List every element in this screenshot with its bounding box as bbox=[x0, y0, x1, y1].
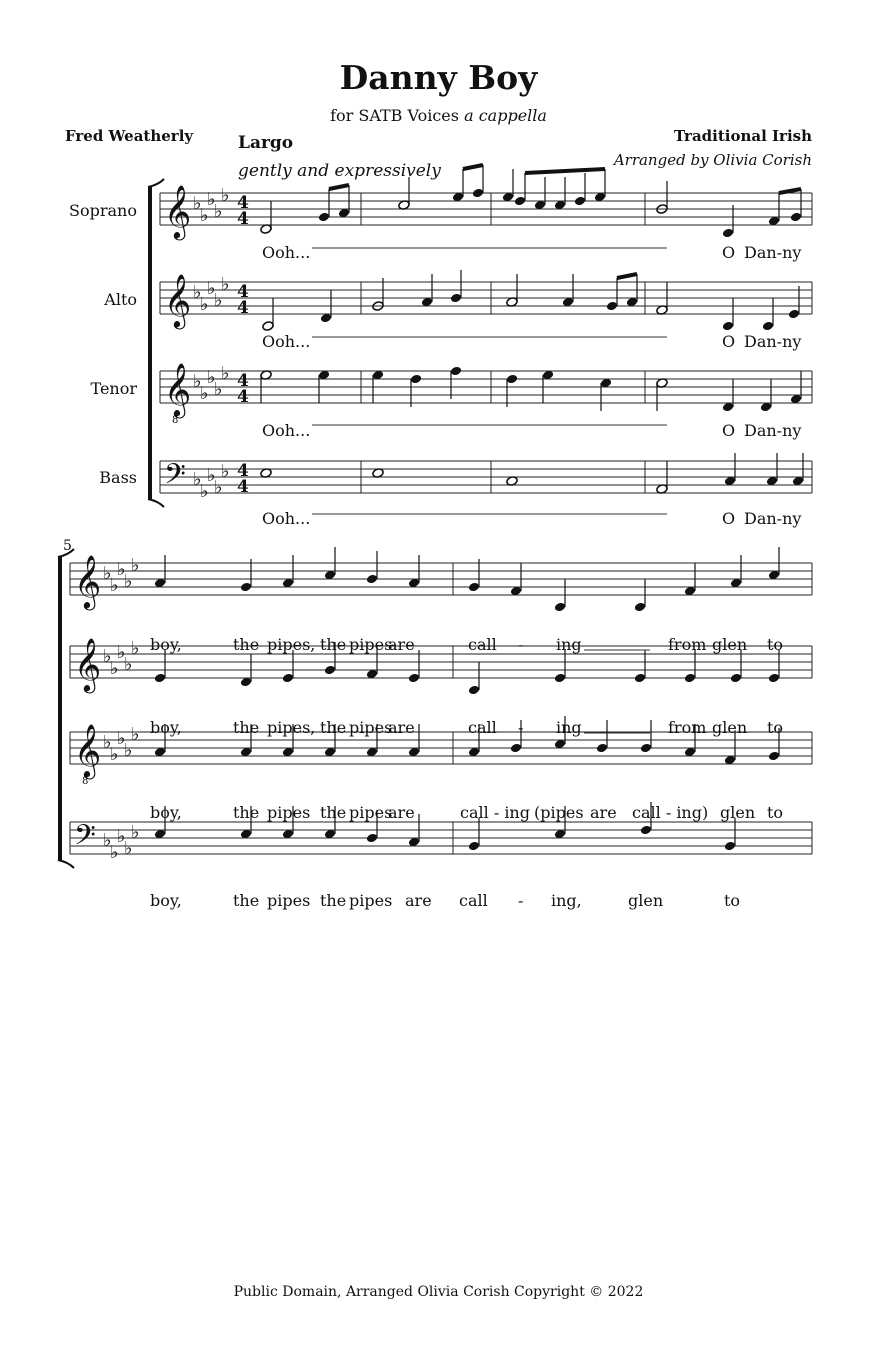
lyric-soprano: from bbox=[668, 635, 707, 654]
lyric-tenor: are bbox=[388, 803, 415, 822]
s1-bracket bbox=[148, 187, 152, 499]
flat-icon: ♭ bbox=[214, 290, 223, 311]
s2-bracket-bottom bbox=[58, 860, 74, 868]
flat-icon: ♭ bbox=[117, 728, 126, 749]
beam bbox=[463, 165, 483, 169]
flat-icon: ♭ bbox=[207, 278, 216, 299]
quarter-note bbox=[408, 673, 420, 684]
flat-icon: ♭ bbox=[103, 732, 112, 753]
quarter-note bbox=[606, 301, 618, 312]
lyric-soprano: are bbox=[388, 635, 415, 654]
lyric-soprano: ing bbox=[556, 635, 582, 654]
quarter-note bbox=[768, 751, 780, 762]
octave-eight-marker: 8 bbox=[172, 415, 179, 426]
flat-icon: ♭ bbox=[131, 822, 140, 843]
time-signature-top: 4 bbox=[237, 282, 249, 302]
flat-icon: ♭ bbox=[110, 658, 119, 679]
time-signature-top: 4 bbox=[237, 461, 249, 481]
arranger: Arranged by Olivia Corish bbox=[613, 151, 812, 169]
lyric-soprano: the bbox=[233, 635, 260, 654]
lyric-soprano: Dan-ny bbox=[744, 243, 802, 262]
flat-icon: ♭ bbox=[193, 371, 202, 392]
flat-icon: ♭ bbox=[131, 555, 140, 576]
lyric-bass: boy, bbox=[150, 891, 182, 910]
lyric-bass: are bbox=[405, 891, 432, 910]
flat-icon: ♭ bbox=[221, 185, 230, 206]
flat-icon: ♭ bbox=[124, 654, 133, 675]
expression-marking: gently and expressively bbox=[238, 161, 441, 181]
quarter-note bbox=[410, 374, 422, 385]
flat-icon: ♭ bbox=[103, 830, 112, 851]
lyric-alto: the bbox=[320, 718, 347, 737]
quarter-note bbox=[722, 228, 734, 239]
beam bbox=[779, 189, 801, 193]
lyric-soprano: O bbox=[722, 243, 736, 262]
flat-icon: ♭ bbox=[200, 481, 209, 502]
part-name-bass: Bass bbox=[99, 468, 137, 487]
flat-icon: ♭ bbox=[117, 826, 126, 847]
lyric-alto: glen bbox=[712, 718, 748, 737]
quarter-note bbox=[634, 673, 646, 684]
flat-icon: ♭ bbox=[200, 383, 209, 404]
time-signature-top: 4 bbox=[237, 371, 249, 391]
quarter-note bbox=[468, 582, 480, 593]
lyric-tenor: Ooh... bbox=[262, 421, 311, 440]
s1-bracket-top bbox=[148, 179, 164, 187]
flat-icon: ♭ bbox=[214, 477, 223, 498]
lyric-bass: Dan-ny bbox=[744, 509, 802, 528]
bass-clef-icon: 𝄢 bbox=[164, 458, 186, 498]
time-signature-top: 4 bbox=[237, 193, 249, 213]
measure-number: 5 bbox=[63, 538, 72, 554]
quarter-note bbox=[790, 212, 802, 223]
quarter-note bbox=[154, 673, 166, 684]
quarter-note bbox=[788, 309, 800, 320]
lyric-bass: to bbox=[724, 891, 741, 910]
flat-icon: ♭ bbox=[221, 461, 230, 482]
flat-icon: ♭ bbox=[110, 575, 119, 596]
lyric-tenor: call - ing) bbox=[632, 803, 709, 822]
quarter-note bbox=[574, 196, 586, 207]
lyric-alto: from bbox=[668, 718, 707, 737]
quarter-note bbox=[722, 321, 734, 332]
beam bbox=[525, 169, 605, 173]
lyric-bass: - bbox=[518, 891, 524, 910]
time-signature-bottom: 4 bbox=[237, 477, 249, 497]
lyric-tenor: Dan-ny bbox=[744, 421, 802, 440]
beam bbox=[329, 185, 349, 189]
s2-bracket-top bbox=[58, 549, 74, 557]
quarter-note bbox=[468, 841, 480, 852]
lyric-tenor: pipes bbox=[267, 803, 311, 822]
flat-icon: ♭ bbox=[221, 274, 230, 295]
lyric-tenor: (pipes bbox=[534, 803, 584, 822]
quarter-note bbox=[724, 841, 736, 852]
lyric-alto: to bbox=[767, 718, 784, 737]
half-note bbox=[262, 321, 274, 332]
flat-icon: ♭ bbox=[103, 563, 112, 584]
flat-icon: ♭ bbox=[117, 559, 126, 580]
subtitle-plain: for SATB Voices bbox=[330, 106, 465, 125]
flat-icon: ♭ bbox=[214, 201, 223, 222]
quarter-note bbox=[450, 366, 462, 377]
flat-icon: ♭ bbox=[131, 724, 140, 745]
octave-eight-marker: 8 bbox=[82, 776, 89, 787]
quarter-note bbox=[324, 665, 336, 676]
lyric-soprano: pipes bbox=[349, 635, 393, 654]
lyric-tenor: pipes bbox=[349, 803, 393, 822]
quarter-note bbox=[450, 293, 462, 304]
flat-icon: ♭ bbox=[207, 465, 216, 486]
lyric-bass: O bbox=[722, 509, 736, 528]
lyric-alto: are bbox=[388, 718, 415, 737]
quarter-note bbox=[762, 321, 774, 332]
flat-icon: ♭ bbox=[207, 189, 216, 210]
quarter-note bbox=[596, 743, 608, 754]
quarter-note bbox=[554, 673, 566, 684]
quarter-note bbox=[318, 212, 330, 223]
subtitle-italic: a cappella bbox=[464, 106, 547, 125]
quarter-note bbox=[684, 673, 696, 684]
quarter-note bbox=[506, 374, 518, 385]
quarter-note bbox=[634, 602, 646, 613]
flat-icon: ♭ bbox=[110, 744, 119, 765]
part-name-alto: Alto bbox=[104, 290, 137, 309]
flat-icon: ♭ bbox=[131, 638, 140, 659]
lyric-soprano: pipes, bbox=[267, 635, 316, 654]
lyric-alto: Ooh... bbox=[262, 332, 311, 351]
lyric-alto: call bbox=[468, 718, 497, 737]
flat-icon: ♭ bbox=[221, 363, 230, 384]
quarter-note bbox=[640, 825, 652, 836]
lyric-alto: Dan-ny bbox=[744, 332, 802, 351]
flat-icon: ♭ bbox=[214, 379, 223, 400]
tempo-marking: Largo bbox=[238, 133, 294, 153]
part-name-tenor: Tenor bbox=[90, 379, 137, 398]
lyric-bass: the bbox=[233, 891, 260, 910]
lyric-bass: Ooh... bbox=[262, 509, 311, 528]
s1-bracket-bottom bbox=[148, 499, 164, 507]
flat-icon: ♭ bbox=[103, 646, 112, 667]
lyric-alto: the bbox=[233, 718, 260, 737]
lyric-soprano: glen bbox=[712, 635, 748, 654]
quarter-note bbox=[640, 743, 652, 754]
flat-icon: ♭ bbox=[110, 842, 119, 863]
lyric-alto: pipes, bbox=[267, 718, 316, 737]
lyric-tenor: are bbox=[590, 803, 617, 822]
s2-bracket bbox=[58, 557, 62, 860]
lyric-soprano: Ooh... bbox=[262, 243, 311, 262]
lyric-alto: - bbox=[518, 718, 524, 737]
beam bbox=[617, 274, 637, 278]
lyric-tenor: call - ing bbox=[460, 803, 530, 822]
quarter-note bbox=[514, 196, 526, 207]
quarter-note bbox=[510, 743, 522, 754]
lyric-bass: ing, bbox=[551, 891, 582, 910]
lyric-bass: glen bbox=[628, 891, 664, 910]
time-signature-bottom: 4 bbox=[237, 298, 249, 318]
quarter-note bbox=[768, 673, 780, 684]
treble-clef-icon: 𝄞 bbox=[74, 723, 102, 777]
lyric-bass: the bbox=[320, 891, 347, 910]
quarter-note bbox=[366, 833, 378, 844]
flat-icon: ♭ bbox=[193, 469, 202, 490]
lyric-alto: boy, bbox=[150, 718, 182, 737]
lyric-alto: O bbox=[722, 332, 736, 351]
flat-icon: ♭ bbox=[200, 294, 209, 315]
time-signature-bottom: 4 bbox=[237, 209, 249, 229]
lyric-alto: ing bbox=[556, 718, 582, 737]
lyric-bass: call bbox=[459, 891, 488, 910]
lyric-tenor: the bbox=[233, 803, 260, 822]
part-name-soprano: Soprano bbox=[69, 201, 137, 220]
lyric-soprano: - bbox=[518, 635, 524, 654]
copyright-footer: Public Domain, Arranged Olivia Corish Copyright © 2022 bbox=[233, 1284, 644, 1300]
lyric-soprano: the bbox=[320, 635, 347, 654]
quarter-note bbox=[730, 673, 742, 684]
flat-icon: ♭ bbox=[124, 838, 133, 859]
lyric-bass: pipes bbox=[349, 891, 393, 910]
lyric-soprano: call bbox=[468, 635, 497, 654]
bass-clef-icon: 𝄢 bbox=[74, 819, 96, 859]
quarter-note bbox=[554, 602, 566, 613]
lyric-tenor: boy, bbox=[150, 803, 182, 822]
quarter-note bbox=[468, 685, 480, 696]
lyric-bass: pipes bbox=[267, 891, 311, 910]
flat-icon: ♭ bbox=[124, 740, 133, 761]
flat-icon: ♭ bbox=[193, 193, 202, 214]
flat-icon: ♭ bbox=[193, 282, 202, 303]
flat-icon: ♭ bbox=[124, 571, 133, 592]
composer: Traditional Irish bbox=[673, 127, 812, 145]
treble-clef-icon: 𝄞 bbox=[74, 554, 102, 608]
treble-clef-icon: 𝄞 bbox=[164, 273, 192, 327]
lyric-tenor: to bbox=[767, 803, 784, 822]
lyric-tenor: the bbox=[320, 803, 347, 822]
lyric-soprano: to bbox=[767, 635, 784, 654]
treble-clef-icon: 𝄞 bbox=[164, 184, 192, 238]
quarter-note bbox=[366, 574, 378, 585]
score-title: Danny Boy bbox=[339, 58, 538, 97]
flat-icon: ♭ bbox=[200, 205, 209, 226]
lyric-soprano: boy, bbox=[150, 635, 182, 654]
lyricist: Fred Weatherly bbox=[65, 127, 194, 145]
treble-clef-icon: 𝄞 bbox=[74, 637, 102, 691]
lyric-tenor: glen bbox=[720, 803, 756, 822]
lyric-tenor: O bbox=[722, 421, 736, 440]
quarter-note bbox=[472, 188, 484, 199]
quarter-note bbox=[282, 673, 294, 684]
time-signature-bottom: 4 bbox=[237, 387, 249, 407]
flat-icon: ♭ bbox=[207, 367, 216, 388]
treble-clef-icon: 𝄞 bbox=[164, 362, 192, 416]
flat-icon: ♭ bbox=[117, 642, 126, 663]
quarter-note bbox=[240, 582, 252, 593]
lyric-alto: pipes bbox=[349, 718, 393, 737]
